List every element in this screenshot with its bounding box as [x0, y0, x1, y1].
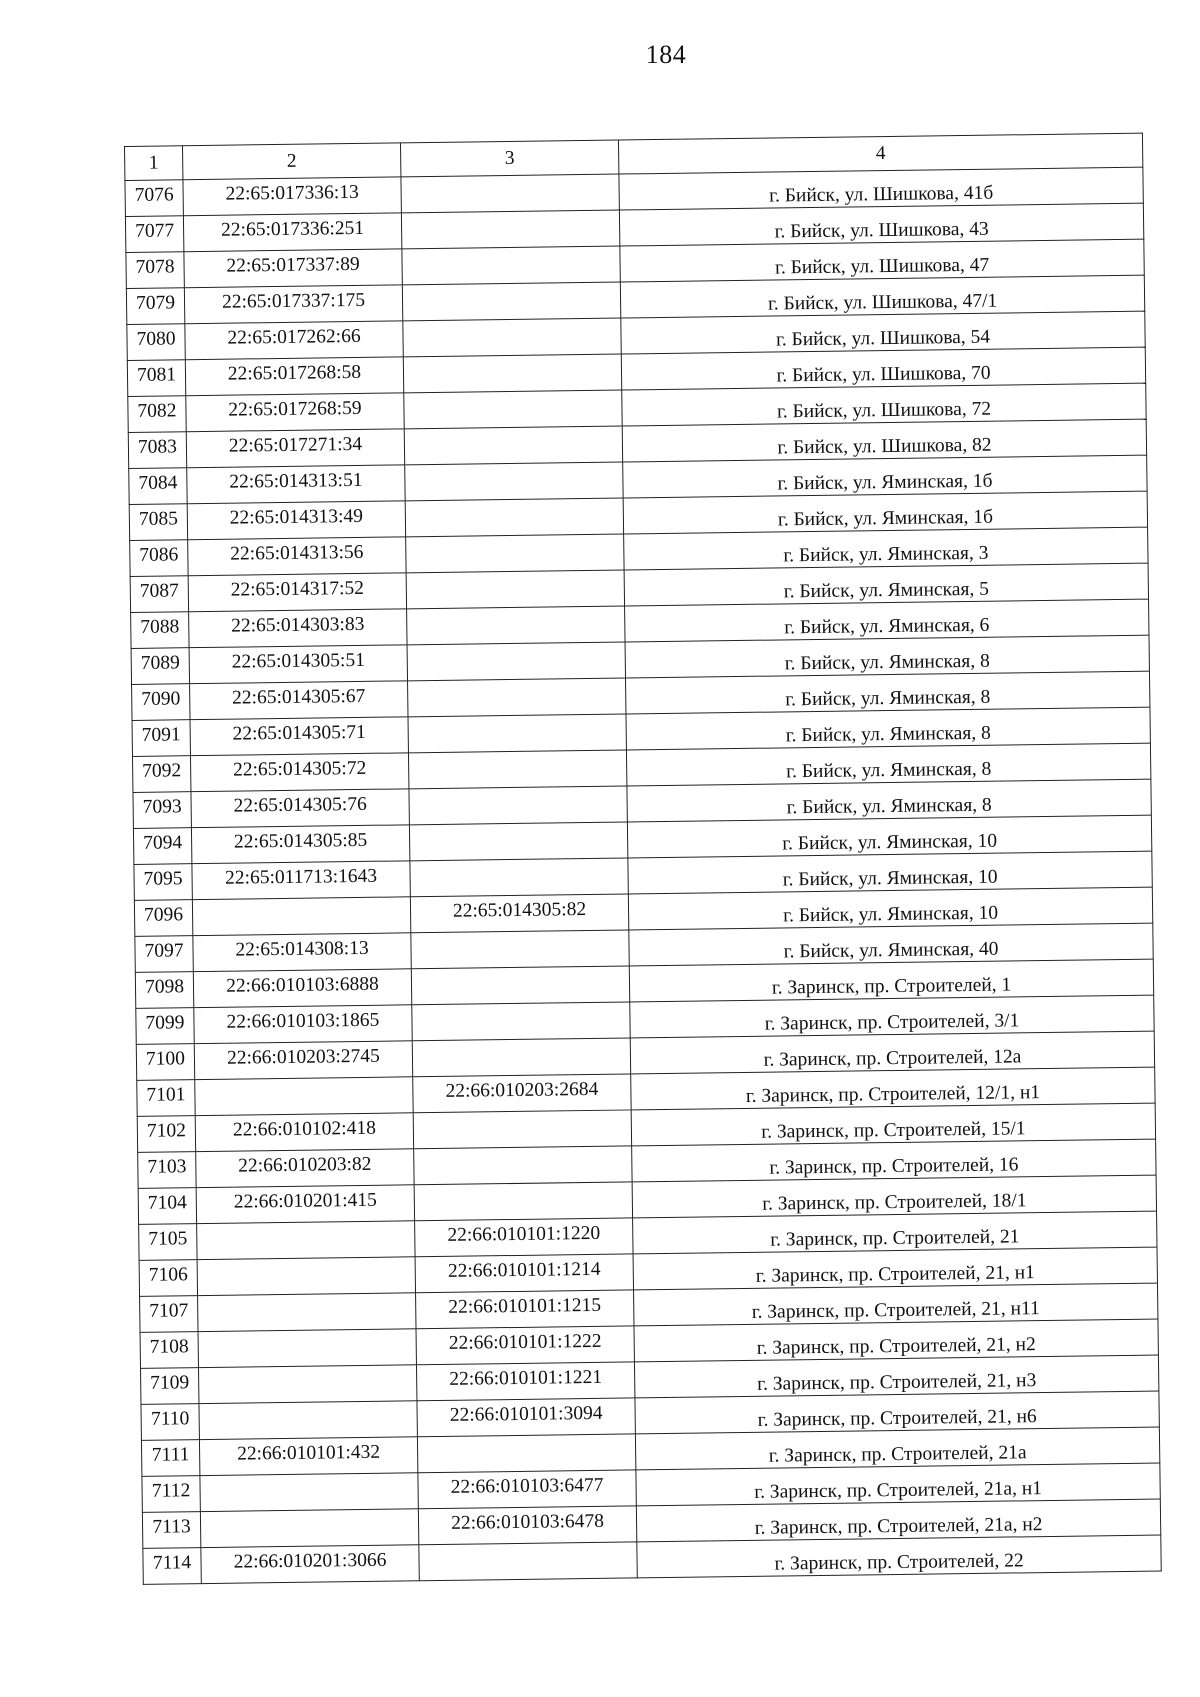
cadastral-number-cell: 22:65:017336:251 — [183, 213, 401, 252]
address-cell: г. Бийск, ул. Шишкова, 72 — [622, 383, 1146, 426]
row-number-cell: 7105 — [139, 1224, 197, 1261]
row-number-cell: 7076 — [125, 180, 183, 217]
row-number-cell: 7094 — [133, 828, 191, 865]
cadastral-number-cell — [198, 1365, 416, 1404]
row-number-cell: 7111 — [141, 1440, 199, 1477]
address-cell: г. Бийск, ул. Яминская, 10 — [628, 851, 1152, 894]
address-cell: г. Заринск, пр. Строителей, 21, н1 — [633, 1247, 1157, 1290]
cadastral-number-cell — [199, 1401, 417, 1440]
cadastral-number-cell: 22:65:014313:51 — [187, 465, 405, 504]
cadastral-number-alt-cell: 22:66:010101:1222 — [416, 1326, 634, 1365]
cadastral-number-alt-cell: 22:65:014305:82 — [410, 894, 628, 933]
cadastral-number-alt-cell: 22:66:010101:1215 — [416, 1290, 634, 1329]
address-cell: г. Бийск, ул. Яминская, 1б — [623, 455, 1147, 498]
address-cell: г. Бийск, ул. Яминская, 6 — [625, 599, 1149, 642]
cadastral-number-alt-cell — [409, 822, 627, 861]
address-cell: г. Заринск, пр. Строителей, 21, н11 — [634, 1283, 1158, 1326]
address-cell: г. Бийск, ул. Шишкова, 47 — [620, 239, 1144, 282]
cadastral-number-cell: 22:66:010101:432 — [199, 1437, 417, 1476]
cadastral-number-cell: 22:65:014313:56 — [188, 537, 406, 576]
address-cell: г. Бийск, ул. Яминская, 10 — [628, 887, 1152, 930]
cadastral-number-cell: 22:65:014305:51 — [189, 645, 407, 684]
cadastral-number-alt-cell — [406, 570, 624, 609]
row-number-cell: 7109 — [141, 1368, 199, 1405]
address-cell: г. Бийск, ул. Яминская, 8 — [626, 707, 1150, 750]
address-cell: г. Бийск, ул. Яминская, 8 — [626, 743, 1150, 786]
address-cell: г. Бийск, ул. Яминская, 5 — [624, 563, 1148, 606]
row-number-cell: 7083 — [128, 432, 186, 469]
address-cell: г. Бийск, ул. Яминская, 8 — [627, 779, 1151, 822]
cadastral-number-alt-cell — [408, 750, 626, 789]
row-number-cell: 7078 — [126, 252, 184, 289]
row-number-cell: 7087 — [130, 576, 188, 613]
cadastral-number-cell — [197, 1221, 415, 1260]
row-number-cell: 7077 — [125, 216, 183, 253]
address-cell: г. Заринск, пр. Строителей, 21а — [635, 1427, 1159, 1470]
cadastral-number-alt-cell — [404, 426, 622, 465]
address-cell: г. Бийск, ул. Шишкова, 54 — [621, 311, 1145, 354]
cadastral-number-alt-cell: 22:66:010101:1214 — [415, 1254, 633, 1293]
cadastral-number-alt-cell — [406, 534, 624, 573]
cadastral-number-alt-cell — [414, 1182, 632, 1221]
cadastral-number-cell: 22:65:011713:1643 — [192, 861, 410, 900]
cadastral-number-cell — [198, 1329, 416, 1368]
address-cell: г. Заринск, пр. Строителей, 21а, н1 — [636, 1463, 1160, 1506]
cadastral-number-cell: 22:65:017337:175 — [184, 285, 402, 324]
address-cell: г. Бийск, ул. Яминская, 1б — [623, 491, 1147, 534]
row-number-cell: 7095 — [134, 864, 192, 901]
cadastral-number-cell: 22:65:014313:49 — [187, 501, 405, 540]
cadastral-number-alt-cell — [407, 642, 625, 681]
address-cell: г. Заринск, пр. Строителей, 21а, н2 — [636, 1499, 1160, 1542]
header-cell-4: 4 — [618, 133, 1142, 174]
cadastral-number-alt-cell — [402, 282, 620, 321]
cadastral-number-alt-cell — [411, 966, 629, 1005]
row-number-cell: 7101 — [137, 1080, 195, 1117]
address-cell: г. Заринск, пр. Строителей, 3/1 — [630, 995, 1154, 1038]
address-cell: г. Бийск, ул. Шишкова, 47/1 — [620, 275, 1144, 318]
cadastral-number-alt-cell — [405, 498, 623, 537]
table-container — [124, 133, 1161, 1585]
cadastral-number-alt-cell: 22:66:010101:3094 — [417, 1398, 635, 1437]
cadastral-number-cell: 22:65:017271:34 — [186, 429, 404, 468]
row-number-cell: 7103 — [138, 1152, 196, 1189]
cadastral-number-cell — [200, 1509, 418, 1548]
cadastral-number-alt-cell — [404, 390, 622, 429]
row-number-cell: 7106 — [139, 1260, 197, 1297]
address-cell: г. Заринск, пр. Строителей, 12/1, н1 — [631, 1067, 1155, 1110]
row-number-cell: 7079 — [126, 288, 184, 325]
row-number-cell: 7110 — [141, 1404, 199, 1441]
cadastral-number-alt-cell — [402, 246, 620, 285]
cadastral-number-alt-cell — [419, 1542, 637, 1581]
cadastral-number-alt-cell — [403, 318, 621, 357]
cadastral-number-alt-cell — [411, 930, 629, 969]
row-number-cell: 7112 — [142, 1476, 200, 1513]
header-cell-3: 3 — [400, 140, 618, 177]
cadastral-number-cell: 22:65:014305:72 — [190, 753, 408, 792]
row-number-cell: 7089 — [131, 648, 189, 685]
property-table — [124, 133, 1162, 1585]
address-cell: г. Бийск, ул. Шишкова, 82 — [622, 419, 1146, 462]
address-cell: г. Бийск, ул. Шишкова, 41б — [619, 167, 1143, 210]
cadastral-number-cell: 22:65:017336:13 — [183, 177, 401, 216]
cadastral-number-cell — [198, 1293, 416, 1332]
row-number-cell: 7097 — [135, 936, 193, 973]
row-number-cell: 7099 — [136, 1008, 194, 1045]
row-number-cell: 7096 — [134, 900, 192, 937]
cadastral-number-cell: 22:65:017262:66 — [185, 321, 403, 360]
cadastral-number-cell: 22:65:014317:52 — [188, 573, 406, 612]
cadastral-number-cell: 22:66:010201:3066 — [201, 1545, 419, 1584]
address-cell: г. Бийск, ул. Яминская, 40 — [629, 923, 1153, 966]
cadastral-number-cell: 22:66:010201:415 — [196, 1185, 414, 1224]
row-number-cell: 7107 — [140, 1296, 198, 1333]
cadastral-number-alt-cell: 22:66:010103:6478 — [418, 1506, 636, 1545]
address-cell: г. Заринск, пр. Строителей, 18/1 — [632, 1175, 1156, 1218]
row-number-cell: 7084 — [129, 468, 187, 505]
address-cell: г. Бийск, ул. Яминская, 8 — [626, 671, 1150, 714]
cadastral-number-cell — [197, 1257, 415, 1296]
address-cell: г. Заринск, пр. Строителей, 21, н2 — [634, 1319, 1158, 1362]
header-cell-1: 1 — [125, 146, 183, 181]
cadastral-number-cell: 22:65:014305:71 — [190, 717, 408, 756]
page-number: 184 — [645, 40, 687, 69]
cadastral-number-alt-cell: 22:66:010101:1220 — [415, 1218, 633, 1257]
cadastral-number-alt-cell — [412, 1038, 630, 1077]
cadastral-number-alt-cell — [414, 1146, 632, 1185]
cadastral-number-alt-cell: 22:66:010203:2684 — [413, 1074, 631, 1113]
row-number-cell: 7104 — [138, 1188, 196, 1225]
row-number-cell: 7093 — [133, 792, 191, 829]
address-cell: г. Заринск, пр. Строителей, 16 — [632, 1139, 1156, 1182]
cadastral-number-alt-cell — [413, 1110, 631, 1149]
row-number-cell: 7098 — [135, 972, 193, 1009]
cadastral-number-cell: 22:66:010103:6888 — [193, 969, 411, 1008]
cadastral-number-cell: 22:66:010203:2745 — [194, 1041, 412, 1080]
row-number-cell: 7092 — [132, 756, 190, 793]
cadastral-number-alt-cell — [410, 858, 628, 897]
cadastral-number-alt-cell: 22:66:010101:1221 — [416, 1362, 634, 1401]
row-number-cell: 7081 — [127, 360, 185, 397]
cadastral-number-cell: 22:65:014305:85 — [191, 825, 409, 864]
row-number-cell: 7086 — [130, 540, 188, 577]
cadastral-number-cell: 22:65:017268:58 — [185, 357, 403, 396]
row-number-cell: 7113 — [142, 1512, 200, 1549]
address-cell: г. Бийск, ул. Яминская, 10 — [627, 815, 1151, 858]
cadastral-number-cell: 22:66:010102:418 — [195, 1113, 413, 1152]
cadastral-number-alt-cell — [417, 1434, 635, 1473]
cadastral-number-alt-cell — [405, 462, 623, 501]
address-cell: г. Заринск, пр. Строителей, 22 — [637, 1535, 1161, 1578]
cadastral-number-cell: 22:65:014305:76 — [191, 789, 409, 828]
cadastral-number-alt-cell — [409, 786, 627, 825]
cadastral-number-cell: 22:65:014305:67 — [190, 681, 408, 720]
address-cell: г. Бийск, ул. Шишкова, 70 — [621, 347, 1145, 390]
cadastral-number-cell — [195, 1077, 413, 1116]
row-number-cell: 7088 — [131, 612, 189, 649]
address-cell: г. Бийск, ул. Яминская, 3 — [624, 527, 1148, 570]
cadastral-number-alt-cell — [403, 354, 621, 393]
cadastral-number-alt-cell — [408, 678, 626, 717]
address-cell: г. Заринск, пр. Строителей, 21 — [633, 1211, 1157, 1254]
row-number-cell: 7100 — [136, 1044, 194, 1081]
cadastral-number-alt-cell — [401, 210, 619, 249]
row-number-cell: 7082 — [128, 396, 186, 433]
row-number-cell: 7080 — [127, 324, 185, 361]
cadastral-number-cell: 22:65:017337:89 — [184, 249, 402, 288]
cadastral-number-cell: 22:65:014303:83 — [189, 609, 407, 648]
cadastral-number-cell — [200, 1473, 418, 1512]
cadastral-number-cell: 22:66:010103:1865 — [194, 1005, 412, 1044]
cadastral-number-alt-cell — [408, 714, 626, 753]
address-cell: г. Заринск, пр. Строителей, 12а — [630, 1031, 1154, 1074]
row-number-cell: 7091 — [132, 720, 190, 757]
address-cell: г. Заринск, пр. Строителей, 21, н6 — [635, 1391, 1159, 1434]
cadastral-number-cell — [192, 897, 410, 936]
row-number-cell: 7108 — [140, 1332, 198, 1369]
row-number-cell: 7090 — [132, 684, 190, 721]
address-cell: г. Бийск, ул. Шишкова, 43 — [619, 203, 1143, 246]
address-cell: г. Заринск, пр. Строителей, 21, н3 — [634, 1355, 1158, 1398]
address-cell: г. Бийск, ул. Яминская, 8 — [625, 635, 1149, 678]
cadastral-number-cell: 22:65:014308:13 — [193, 933, 411, 972]
cadastral-number-alt-cell — [401, 174, 619, 213]
cadastral-number-alt-cell — [412, 1002, 630, 1041]
table-body — [125, 167, 1161, 1584]
cadastral-number-cell: 22:65:017268:59 — [186, 393, 404, 432]
cadastral-number-alt-cell: 22:66:010103:6477 — [418, 1470, 636, 1509]
cadastral-number-alt-cell — [407, 606, 625, 645]
cadastral-number-cell: 22:66:010203:82 — [196, 1149, 414, 1188]
address-cell: г. Заринск, пр. Строителей, 1 — [629, 959, 1153, 1002]
row-number-cell: 7085 — [129, 504, 187, 541]
row-number-cell: 7114 — [143, 1548, 201, 1585]
address-cell: г. Заринск, пр. Строителей, 15/1 — [631, 1103, 1155, 1146]
header-cell-2: 2 — [183, 143, 401, 180]
row-number-cell: 7102 — [137, 1116, 195, 1153]
